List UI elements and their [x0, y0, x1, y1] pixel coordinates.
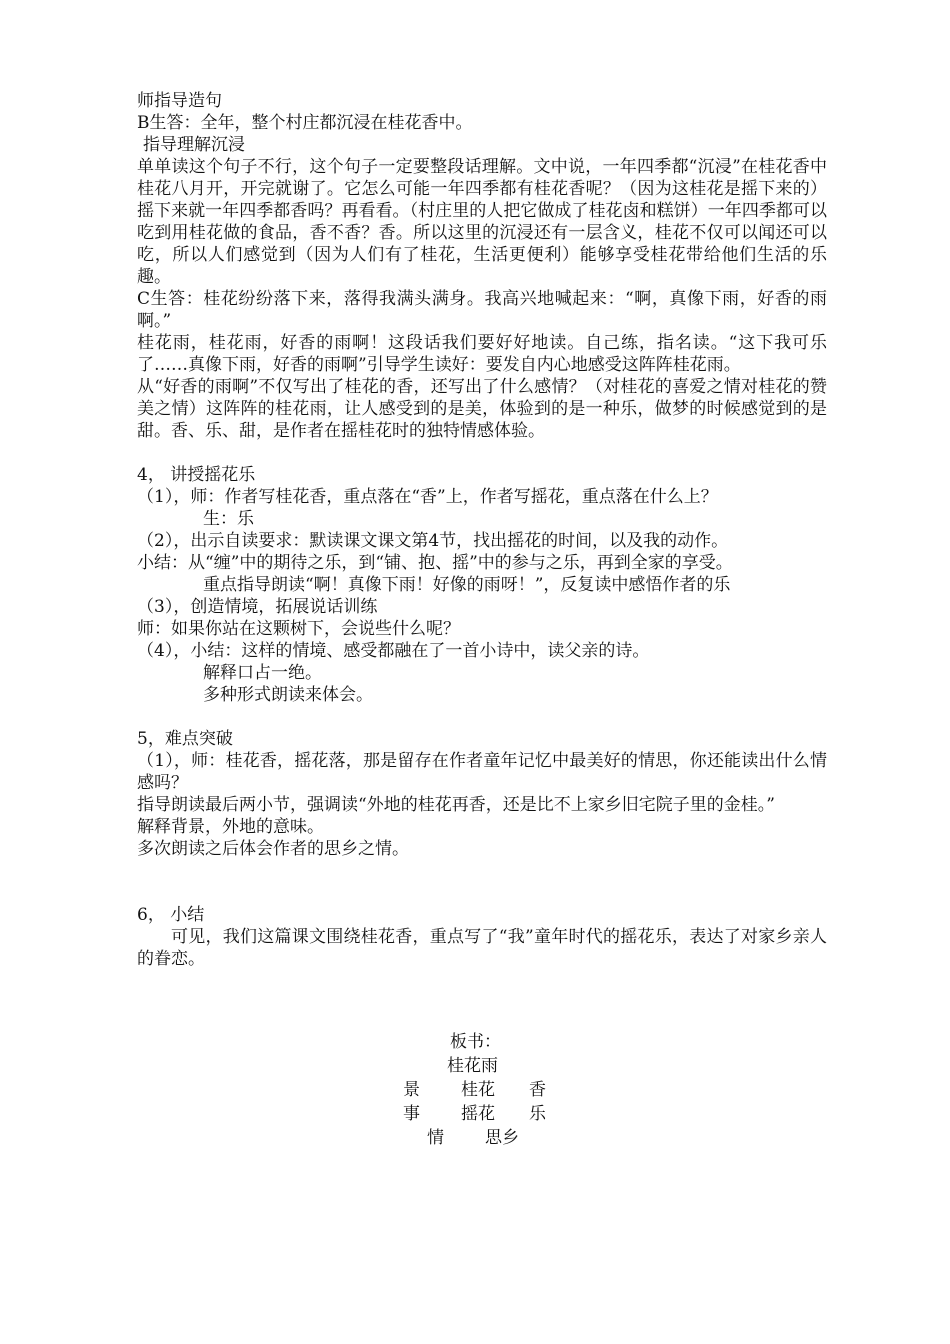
section-5-line-4: 多次朗读之后体会作者的思乡之情。: [137, 839, 409, 859]
section-5-title: 5，难点突破: [137, 729, 233, 749]
section-6-title: 6， 小结: [137, 905, 205, 925]
board-label-row: [395, 1030, 565, 1054]
spacer: [137, 860, 827, 904]
board-event-label: 事: [403, 1104, 420, 1124]
blackboard-outline: [395, 1030, 565, 1150]
board-event-feeling: 乐: [529, 1104, 546, 1124]
spacer: [137, 442, 827, 464]
paragraph-student-c: C生答：桂花纷纷落下来，落得我满头满身。我高兴地喊起来：“啊，真像下雨，好香的雨啊。”: [137, 289, 827, 331]
line-teacher-guide: 师指导造句: [137, 91, 222, 111]
document-body: [137, 90, 827, 970]
board-row-scene: [395, 1078, 565, 1102]
section-4-item-4: （4），小结：这样的情境、感受都融在了一首小诗中，读父亲的诗。: [137, 641, 650, 661]
board-scene-content: 桂花: [461, 1080, 495, 1100]
section-5-paragraph-1: （1），师：桂花香，摇花落，那是留存在作者童年记忆中最美好的情思，你还能读出什么情感吗？: [137, 751, 827, 793]
section-4-item-4-reading: 多种形式朗读来体会。: [203, 685, 373, 705]
board-title: 桂花雨: [447, 1056, 498, 1076]
board-emotion-label: 情: [427, 1128, 444, 1148]
board-scene-label: 景: [403, 1080, 420, 1100]
board-event-content: 摇花: [461, 1104, 495, 1124]
paragraph-emotion: 从“好香的雨啊”不仅写出了桂花的香，还写出了什么感情？（对桂花的喜爱之情对桂花的赞美之情）这阵阵的桂花雨，让人感受到的是美，体验到的是一种乐，做梦的时候感觉到的是甜。香、乐、甜，是作者在摇桂花时的独特情感体验。: [137, 377, 827, 441]
section-4-item-4-explain: 解释口占一绝。: [203, 663, 322, 683]
section-5-paragraph-2: 指导朗读最后两小节，强调读“外地的桂花再香，还是比不上家乡旧宅院子里的金桂。”: [137, 795, 775, 815]
spacer: [137, 706, 827, 728]
section-4-item-1: （1），师：作者写桂花香，重点落在“香”上，作者写摇花，重点落在什么上？: [137, 487, 718, 507]
paragraph-chenjin: 单单读这个句子不行，这个句子一定要整段话理解。文中说，一年四季都“沉浸”在桂花香中桂花八月开，开完就谢了。它怎么可能一年四季都有桂花香呢？（因为这桂花是摇下来的）摇下来就一年四季都香吗？再看看。（村庄里的人把它做成了桂花卤和糕饼）一年四季都可以吃到用桂花做的食品，香不香？香。所以这里的沉浸还有一层含义，桂花不仅可以闻还可以吃，所以人们感觉到（因为人们有了桂花，生活更便利）能够享受桂花带给他们生活的乐趣。: [137, 157, 827, 287]
line-student-b: B生答：全年，整个村庄都沉浸在桂花香中。: [137, 113, 473, 133]
section-4-item-1-answer: 生：乐: [203, 509, 254, 529]
section-4-item-3: （3），创造情境，拓展说话训练: [137, 597, 378, 617]
section-4-item-3-question: 师：如果你站在这颗树下，会说些什么呢？: [137, 619, 460, 639]
section-4-item-2-summary: 小结：从“缠”中的期待之乐，到“铺、抱、摇”中的参与之乐，再到全家的享受。: [137, 553, 733, 573]
section-4-item-2: （2），出示自读要求：默读课文课文第4节，找出摇花的时间，以及我的动作。: [137, 531, 729, 551]
board-row-event: [395, 1102, 565, 1126]
section-5-line-3: 解释背景，外地的意味。: [137, 817, 324, 837]
board-scene-feeling: 香: [529, 1080, 546, 1100]
board-row-emotion: [395, 1126, 565, 1150]
section-4-item-2-reading: 重点指导朗读“啊！真像下雨！好像的雨呀！”，反复读中感悟作者的乐: [203, 575, 731, 595]
section-4-title: 4， 讲授摇花乐: [137, 465, 256, 485]
line-guide-chenjin: 指导理解沉浸: [143, 135, 245, 155]
paragraph-rain-reading: 桂花雨，桂花雨，好香的雨啊！这段话我们要好好地读。自己练，指名读。“这下我可乐了……真像下雨，好香的雨啊”引导学生读好：要发自内心地感受这阵阵桂花雨。: [137, 333, 827, 375]
board-emotion-content: 思乡: [485, 1128, 519, 1148]
section-6-paragraph: 可见，我们这篇课文围绕桂花香，重点写了“我”童年时代的摇花乐，表达了对家乡亲人的眷恋。: [137, 927, 827, 969]
board-label: 板书：: [450, 1032, 501, 1052]
board-title-row: [395, 1054, 565, 1078]
